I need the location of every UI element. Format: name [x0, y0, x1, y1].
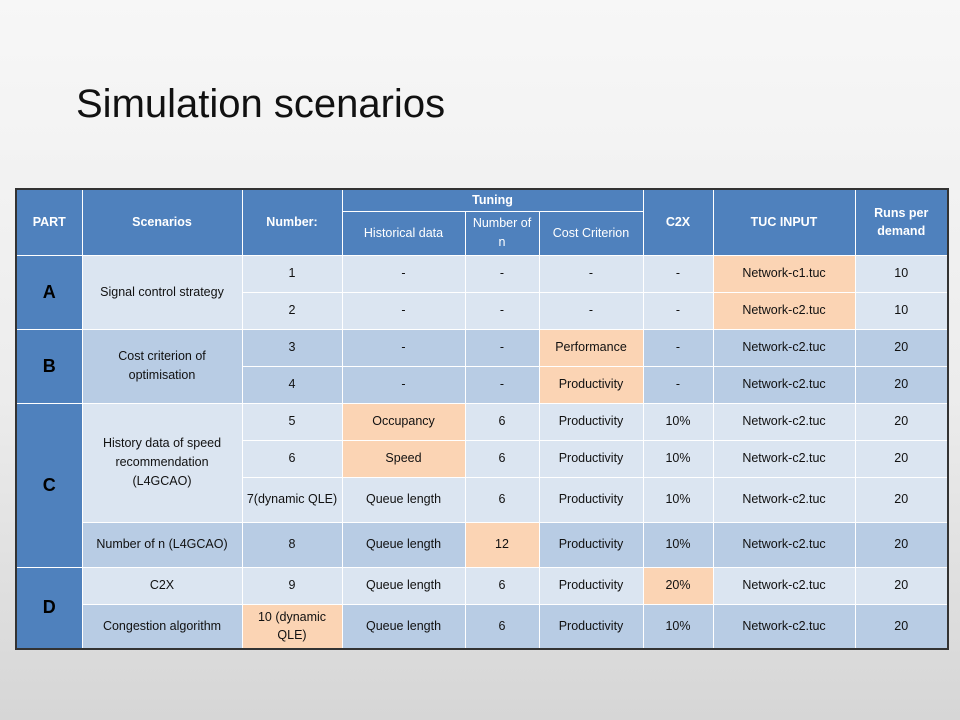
- cost-cell: Productivity: [539, 440, 643, 477]
- runs-cell: 20: [855, 604, 948, 649]
- c2x-cell: 10%: [643, 604, 713, 649]
- table-row: [16, 329, 948, 366]
- historical-cell: Queue length: [342, 604, 465, 649]
- tuc-cell: Network-c2.tuc: [713, 329, 855, 366]
- header-historical-data: Historical data: [342, 211, 465, 255]
- header-cost-criterion: Cost Criterion: [539, 211, 643, 255]
- tuc-cell: Network-c2.tuc: [713, 567, 855, 604]
- runs-cell: 20: [855, 567, 948, 604]
- tuc-cell: Network-c1.tuc: [713, 255, 855, 292]
- header-c2x: C2X: [643, 189, 713, 255]
- number-cell: 4: [242, 366, 342, 403]
- part-label: A: [16, 255, 82, 329]
- number-cell: 3: [242, 329, 342, 366]
- historical-cell: Queue length: [342, 522, 465, 567]
- slide-title: Simulation scenarios: [76, 82, 446, 126]
- c2x-cell: 10%: [643, 440, 713, 477]
- runs-cell: 20: [855, 329, 948, 366]
- runs-cell: 20: [855, 477, 948, 522]
- table-row: [16, 255, 948, 292]
- scenario-cell: C2X: [82, 567, 242, 604]
- runs-cell: 20: [855, 403, 948, 440]
- c2x-cell: -: [643, 329, 713, 366]
- runs-cell: 20: [855, 440, 948, 477]
- c2x-cell: 10%: [643, 477, 713, 522]
- tuc-cell: Network-c2.tuc: [713, 403, 855, 440]
- cost-cell: Productivity: [539, 366, 643, 403]
- header-number-of-n: Number of n: [465, 211, 539, 255]
- number-cell: 1: [242, 255, 342, 292]
- runs-cell: 20: [855, 522, 948, 567]
- tuc-cell: Network-c2.tuc: [713, 292, 855, 329]
- table-row: [16, 522, 948, 567]
- tuc-cell: Network-c2.tuc: [713, 440, 855, 477]
- number-cell: 9: [242, 567, 342, 604]
- table-row: [16, 403, 948, 440]
- scenario-cell: History data of speed recommendation (L4GCAO): [82, 403, 242, 522]
- cost-cell: Productivity: [539, 522, 643, 567]
- historical-cell: Occupancy: [342, 403, 465, 440]
- tuc-cell: Network-c2.tuc: [713, 522, 855, 567]
- cost-cell: Productivity: [539, 477, 643, 522]
- historical-cell: Speed: [342, 440, 465, 477]
- n-cell: -: [465, 329, 539, 366]
- header-scenarios: Scenarios: [82, 189, 242, 255]
- n-cell: 6: [465, 567, 539, 604]
- n-cell: 6: [465, 604, 539, 649]
- historical-cell: -: [342, 366, 465, 403]
- historical-cell: Queue length: [342, 477, 465, 522]
- cost-cell: Productivity: [539, 567, 643, 604]
- header-part: PART: [16, 189, 82, 255]
- historical-cell: -: [342, 292, 465, 329]
- scenario-cell: Number of n (L4GCAO): [82, 522, 242, 567]
- c2x-cell: 20%: [643, 567, 713, 604]
- cost-cell: -: [539, 292, 643, 329]
- number-cell: 5: [242, 403, 342, 440]
- historical-cell: Queue length: [342, 567, 465, 604]
- tuc-cell: Network-c2.tuc: [713, 366, 855, 403]
- header-tuning: Tuning: [342, 189, 643, 211]
- historical-cell: -: [342, 255, 465, 292]
- c2x-cell: 10%: [643, 403, 713, 440]
- cost-cell: Performance: [539, 329, 643, 366]
- part-label: D: [16, 567, 82, 649]
- runs-cell: 20: [855, 366, 948, 403]
- c2x-cell: -: [643, 366, 713, 403]
- header-tuc-input: TUC INPUT: [713, 189, 855, 255]
- runs-cell: 10: [855, 255, 948, 292]
- scenario-table: [15, 188, 949, 650]
- number-cell: 10 (dynamic QLE): [242, 604, 342, 649]
- historical-cell: -: [342, 329, 465, 366]
- n-cell: 6: [465, 440, 539, 477]
- header-number: Number:: [242, 189, 342, 255]
- table-row: [16, 567, 948, 604]
- n-cell: -: [465, 255, 539, 292]
- c2x-cell: -: [643, 292, 713, 329]
- number-cell: 7(dynamic QLE): [242, 477, 342, 522]
- n-cell: 12: [465, 522, 539, 567]
- scenario-cell: Congestion algorithm: [82, 604, 242, 649]
- runs-cell: 10: [855, 292, 948, 329]
- table-row: [16, 604, 948, 649]
- part-label: C: [16, 403, 82, 567]
- tuc-cell: Network-c2.tuc: [713, 477, 855, 522]
- number-cell: 6: [242, 440, 342, 477]
- scenario-cell: Signal control strategy: [82, 255, 242, 329]
- part-label: B: [16, 329, 82, 403]
- n-cell: -: [465, 292, 539, 329]
- n-cell: -: [465, 366, 539, 403]
- header-runs-per-demand: Runs per demand: [855, 189, 948, 255]
- scenario-cell: Cost criterion of optimisation: [82, 329, 242, 403]
- cost-cell: Productivity: [539, 604, 643, 649]
- c2x-cell: -: [643, 255, 713, 292]
- n-cell: 6: [465, 477, 539, 522]
- c2x-cell: 10%: [643, 522, 713, 567]
- n-cell: 6: [465, 403, 539, 440]
- cost-cell: Productivity: [539, 403, 643, 440]
- tuc-cell: Network-c2.tuc: [713, 604, 855, 649]
- cost-cell: -: [539, 255, 643, 292]
- number-cell: 2: [242, 292, 342, 329]
- number-cell: 8: [242, 522, 342, 567]
